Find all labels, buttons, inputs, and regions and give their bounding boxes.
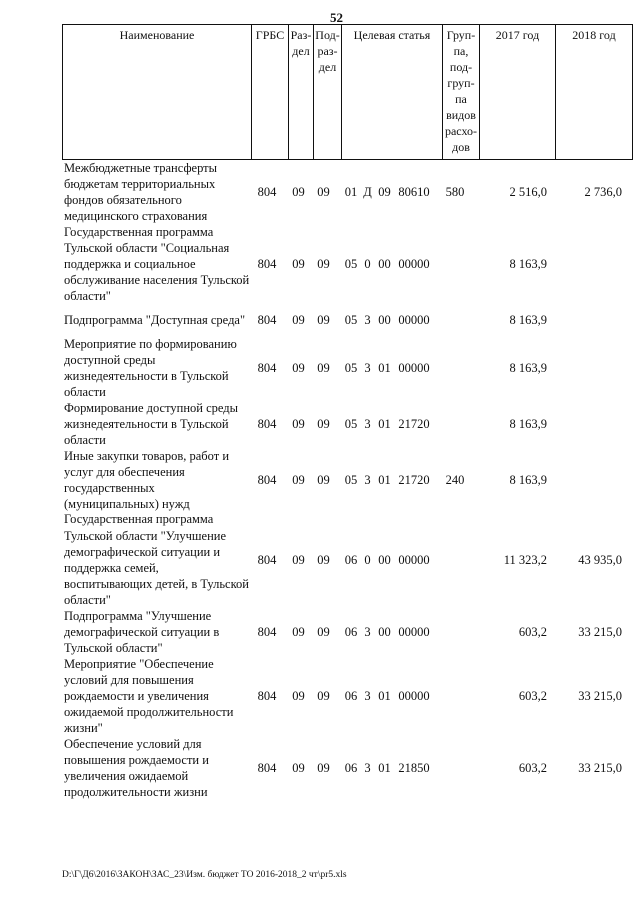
cs-part: 3 [364,688,371,703]
table-row [62,448,632,512]
row-razdel: 09 [292,416,305,431]
row-2017: 603,2 [518,688,547,703]
header-2018: 2018 год [556,25,633,160]
cs-part: 3 [364,416,371,431]
row-name: Мероприятие по формированию доступной среды жизнедеятельности в Тульской области [64,336,237,400]
row-2017: 11 323,2 [503,552,547,567]
row-razdel: 09 [292,312,305,327]
row-grbs: 804 [257,360,277,375]
table-row [62,304,632,336]
cs-part: 3 [364,360,371,375]
row-razdel: 09 [292,760,305,775]
footer-file-path: D:\Г\Д6\2016\ЗАКОН\ЗАС_23\Изм. бюджет ТО 2016-2018_2 чт\pr5.xls [62,870,347,880]
row-podrazdel: 09 [317,312,330,327]
row-name: Государственная программа Тульской области "Социальная поддержка и социальное обслуживание населения Тульской области" [64,224,250,304]
row-podrazdel: 09 [317,360,330,375]
row-name: Подпрограмма "Улучшение демографической ситуации в Тульской области" [64,608,220,656]
cs-part: 00000 [398,256,430,271]
cs-part: 01 [378,416,391,431]
row-2017: 8 163,9 [509,256,547,271]
row-celevaya-statya [337,689,437,704]
cs-part: 00000 [398,552,430,567]
table-header [62,24,633,160]
cs-part: 00000 [398,688,430,703]
row-razdel: 09 [292,256,305,271]
table-row [62,336,632,400]
row-podrazdel: 09 [317,416,330,431]
row-razdel: 09 [292,624,305,639]
cs-part: 21720 [398,416,430,431]
cs-part: 06 [344,624,358,639]
table-row [62,400,632,448]
cs-part: 06 [344,552,358,567]
row-grbs: 804 [257,184,277,199]
row-podrazdel: 09 [317,472,330,487]
row-celevaya-statya [337,417,437,432]
row-name: Иные закупки товаров, работ и услуг для обеспечения государственных (муниципальных) нужд [64,448,230,512]
row-razdel: 09 [292,472,305,487]
row-2017: 603,2 [518,624,547,639]
row-2017: 8 163,9 [509,472,547,487]
cs-part: 00000 [398,360,430,375]
row-2018: 33 215,0 [578,760,622,775]
cs-part: 05 [344,472,358,487]
table-row [62,512,632,608]
header-podrazdel: Под- раз- дел [314,25,342,160]
cs-part: 09 [378,184,391,199]
cs-part: 05 [344,360,358,375]
row-2017: 8 163,9 [509,360,547,375]
row-celevaya-statya [337,185,437,200]
cs-part: 21720 [398,472,430,487]
row-grbs: 804 [257,688,277,703]
table-row [62,224,632,304]
header-razdel: Раз- дел [289,25,314,160]
cs-part: 00 [378,256,391,271]
cs-part: 00 [378,624,391,639]
header-celevaya: Целевая статья [342,25,443,160]
row-celevaya-statya [337,473,437,488]
cs-part: 01 [378,688,391,703]
row-razdel: 09 [292,360,305,375]
cs-part: 06 [344,760,358,775]
cs-part: 01 [344,184,358,199]
row-grbs: 804 [257,760,277,775]
cs-part: 00 [378,552,391,567]
row-podrazdel: 09 [317,256,330,271]
row-grbs: 804 [257,312,277,327]
row-razdel: 09 [292,552,305,567]
row-gruppa: 580 [445,184,465,199]
row-celevaya-statya [337,361,437,376]
row-2017: 603,2 [518,760,547,775]
cs-part: Д [363,184,372,199]
cs-part: 01 [378,360,391,375]
row-2017: 8 163,9 [509,416,547,431]
row-podrazdel: 09 [317,760,330,775]
table-row [62,160,632,224]
cs-part: 01 [378,760,391,775]
header-gruppa: Груп- па, под- груп- па видов расхо- дов [443,25,480,160]
row-name: Обеспечение условий для повышения рождаемости и увеличения ожидаемой продолжительности жизни [64,736,209,800]
cs-part: 01 [378,472,391,487]
row-grbs: 804 [257,416,277,431]
row-name: Государственная программа Тульской области "Улучшение демографической ситуации и поддержка семей, воспитывающих детей, в Тульской области" [64,512,249,608]
cs-part: 3 [364,312,371,327]
cs-part: 3 [364,760,371,775]
cs-part: 05 [344,256,358,271]
row-gruppa: 240 [445,472,465,487]
row-podrazdel: 09 [317,688,330,703]
row-grbs: 804 [257,624,277,639]
row-grbs: 804 [257,472,277,487]
row-grbs: 804 [257,552,277,567]
cs-part: 3 [364,472,371,487]
row-name: Мероприятие "Обеспечение условий для повышения рождаемости и увеличения ожидаемой продолжительности жизни" [64,656,234,736]
row-2017: 8 163,9 [509,312,547,327]
cs-part: 80610 [398,184,430,199]
row-celevaya-statya [337,625,437,640]
page-number: 52 [330,10,343,25]
row-celevaya-statya [337,761,437,776]
cs-part: 00000 [398,624,430,639]
cs-part: 3 [364,624,371,639]
cs-part: 06 [344,688,358,703]
row-podrazdel: 09 [317,552,330,567]
cs-part: 21850 [398,760,430,775]
table-row [62,608,632,656]
row-razdel: 09 [292,184,305,199]
cs-part: 0 [364,256,371,271]
cs-part: 05 [344,416,358,431]
row-celevaya-statya [337,553,437,568]
cs-part: 00 [378,312,391,327]
row-2018: 33 215,0 [578,624,622,639]
header-name: Наименование [63,25,252,160]
header-grbs: ГРБС [252,25,289,160]
row-name: Формирование доступной среды жизнедеятельности в Тульской области [64,400,239,448]
table-row [62,736,632,800]
cs-part: 0 [364,552,371,567]
row-2018: 2 736,0 [584,184,622,199]
header-2017: 2017 год [480,25,556,160]
table-body [62,160,632,800]
table-row [62,656,632,736]
row-2018: 33 215,0 [578,688,622,703]
cs-part: 00000 [398,312,430,327]
row-podrazdel: 09 [317,184,330,199]
row-name: Подпрограмма "Доступная среда" [64,312,246,327]
row-2018: 43 935,0 [578,552,622,567]
row-podrazdel: 09 [317,624,330,639]
row-grbs: 804 [257,256,277,271]
row-2017: 2 516,0 [509,184,547,199]
row-razdel: 09 [292,688,305,703]
row-name: Межбюджетные трансферты бюджетам территориальных фондов обязательного медицинского страхования [64,160,218,224]
cs-part: 05 [344,312,358,327]
row-celevaya-statya [337,257,437,272]
row-celevaya-statya [337,313,437,328]
